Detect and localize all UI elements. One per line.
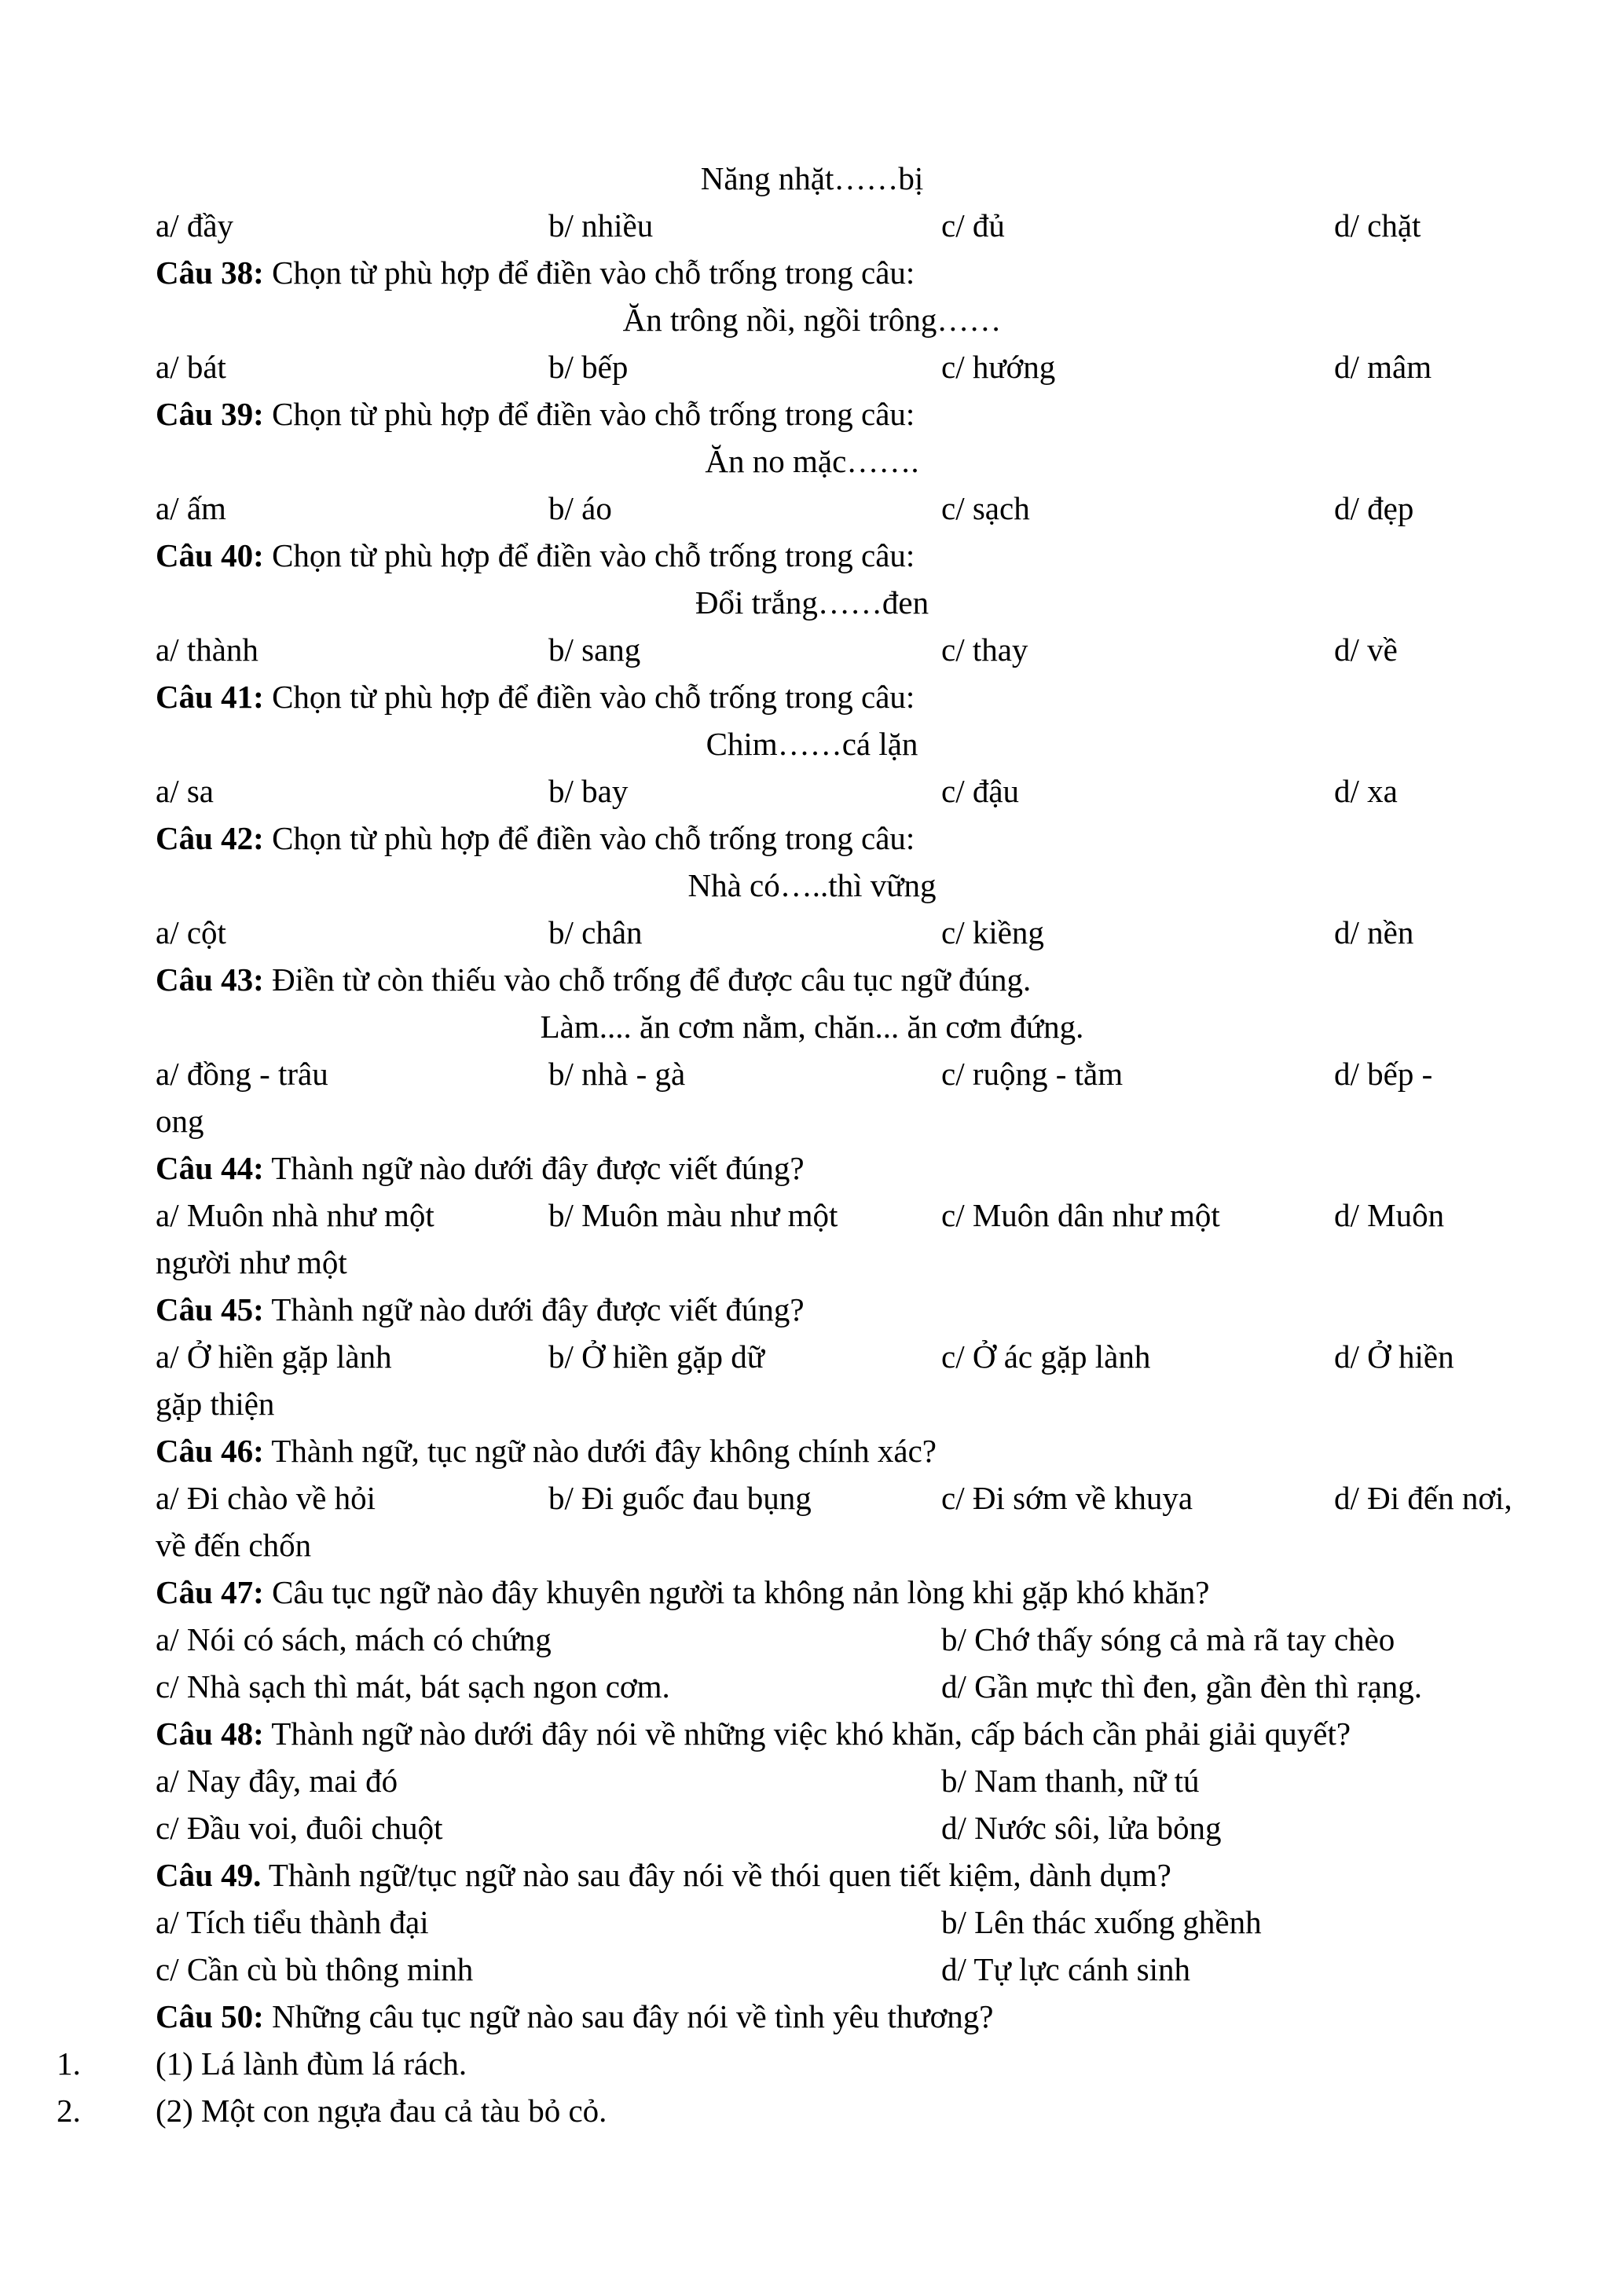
q47-option-c: c/ Nhà sạch thì mát, bát sạch ngon cơm. — [156, 1668, 670, 1705]
q46-option-a: a/ Đi chào về hỏi — [156, 1480, 376, 1516]
q48-options-row1 — [156, 1757, 1538, 1804]
q50-item-2-number: 2. — [57, 2093, 81, 2129]
q50-item-1: (1) Lá lành đùm lá rách. — [156, 2045, 467, 2082]
q38-option-d: d/ mâm — [1334, 349, 1432, 385]
q47-options-row2 — [156, 1663, 1538, 1710]
q45-option-a: a/ Ở hiền gặp lành — [156, 1338, 392, 1375]
q37-option-c: c/ đủ — [941, 207, 1005, 244]
q42-option-c: c/ kiềng — [941, 914, 1044, 950]
q44-option-c: c/ Muôn dân như một — [941, 1197, 1220, 1233]
q40-prompt: Đổi trắng……đen — [695, 584, 929, 621]
q46-option-d-wrap: về đến chốn — [156, 1527, 312, 1563]
q47-option-a: a/ Nói có sách, mách có chứng — [156, 1621, 552, 1657]
q42-question — [156, 815, 1491, 862]
q38-question — [156, 249, 1491, 296]
q41-text: Chọn từ phù hợp để điền vào chỗ trống trong câu: — [263, 679, 915, 715]
q44-label: Câu 44: — [156, 1150, 264, 1186]
q47-option-b: b/ Chớ thấy sóng cả mà rã tay chèo — [941, 1621, 1395, 1657]
q46-option-c: c/ Đi sớm về khuya — [941, 1480, 1193, 1516]
q42-prompt: Nhà có…..thì vững — [687, 867, 937, 903]
q43-label: Câu 43: — [156, 961, 264, 998]
q44-option-d-wrap: người như một — [156, 1244, 347, 1280]
q39-option-c: c/ sạch — [941, 490, 1030, 526]
q47-question — [156, 1569, 1491, 1616]
q40-option-d: d/ về — [1334, 632, 1398, 668]
q39-label: Câu 39: — [156, 396, 264, 432]
q50-item-2: (2) Một con ngựa đau cả tàu bỏ cỏ. — [156, 2093, 607, 2129]
q48-text: Thành ngữ nào dưới đây nói về những việc khó khăn, cấp bách cần phải giải quyết? — [263, 1716, 1351, 1752]
q41-option-a: a/ sa — [156, 773, 214, 809]
q39-option-d: d/ đẹp — [1334, 490, 1414, 526]
q38-option-c: c/ hướng — [941, 349, 1056, 385]
q45-option-d-wrap: gặp thiện — [156, 1386, 275, 1422]
q42-options — [156, 909, 1538, 956]
q40-option-a: a/ thành — [156, 632, 258, 668]
q46-options — [156, 1474, 1538, 1522]
q43-option-a: a/ đồng - trâu — [156, 1056, 328, 1092]
q37-prompt: Năng nhặt……bị — [700, 160, 924, 196]
q48-option-d: d/ Nước sôi, lửa bỏng — [941, 1810, 1222, 1846]
q48-question — [156, 1710, 1491, 1757]
q39-option-b: b/ áo — [548, 490, 612, 526]
q50-label: Câu 50: — [156, 1998, 264, 2034]
q47-option-d: d/ Gần mực thì đen, gần đèn thì rạng. — [941, 1668, 1423, 1705]
q43-prompt: Làm.... ăn cơm nằm, chăn... ăn cơm đứng. — [540, 1009, 1084, 1045]
q49-options-row1 — [156, 1899, 1538, 1946]
q40-options — [156, 626, 1538, 673]
q49-option-a: a/ Tích tiểu thành đại — [156, 1904, 429, 1940]
q40-label: Câu 40: — [156, 537, 264, 573]
q43-option-b: b/ nhà - gà — [548, 1056, 686, 1092]
q44-options — [156, 1192, 1538, 1239]
q41-question — [156, 673, 1491, 720]
q49-options-row2 — [156, 1946, 1538, 1993]
q49-question — [156, 1851, 1491, 1899]
q46-option-d: d/ Đi đến nơi, — [1334, 1480, 1512, 1516]
q41-option-c: c/ đậu — [941, 773, 1020, 809]
q43-question — [156, 956, 1491, 1003]
q49-text: Thành ngữ/tục ngữ nào sau đây nói về thói quen tiết kiệm, dành dụm? — [261, 1857, 1171, 1893]
q48-option-b: b/ Nam thanh, nữ tú — [941, 1763, 1200, 1799]
q40-question — [156, 532, 1491, 579]
q41-prompt: Chim……cá lặn — [706, 726, 918, 762]
q37-option-b: b/ nhiều — [548, 207, 654, 244]
q46-option-b: b/ Đi guốc đau bụng — [548, 1480, 812, 1516]
q50-item-1-number: 1. — [57, 2045, 81, 2082]
q39-options — [156, 485, 1538, 532]
q38-text: Chọn từ phù hợp để điền vào chỗ trống trong câu: — [263, 255, 915, 291]
q49-option-b: b/ Lên thác xuống ghềnh — [941, 1904, 1262, 1940]
q45-option-d: d/ Ở hiền — [1334, 1338, 1454, 1375]
q42-label: Câu 42: — [156, 820, 264, 856]
q44-question — [156, 1144, 1491, 1192]
q44-text: Thành ngữ nào dưới đây được viết đúng? — [263, 1150, 805, 1186]
q45-text: Thành ngữ nào dưới đây được viết đúng? — [263, 1291, 805, 1327]
q43-options — [156, 1050, 1538, 1097]
q39-question — [156, 390, 1491, 438]
q46-text: Thành ngữ, tục ngữ nào dưới đây không chính xác? — [263, 1433, 937, 1469]
q38-options — [156, 343, 1538, 390]
q39-prompt: Ăn no mặc……. — [705, 443, 919, 479]
q47-options-row1 — [156, 1616, 1538, 1663]
q43-text: Điền từ còn thiếu vào chỗ trống để được câu tục ngữ đúng. — [263, 961, 1032, 998]
q45-label: Câu 45: — [156, 1291, 264, 1327]
q41-option-d: d/ xa — [1334, 773, 1398, 809]
q46-label: Câu 46: — [156, 1433, 264, 1469]
q42-text: Chọn từ phù hợp để điền vào chỗ trống trong câu: — [263, 820, 915, 856]
q45-option-c: c/ Ở ác gặp lành — [941, 1338, 1151, 1375]
q50-text: Những câu tục ngữ nào sau đây nói về tình yêu thương? — [263, 1998, 994, 2034]
q37-option-d: d/ chặt — [1334, 207, 1421, 244]
q45-option-b: b/ Ở hiền gặp dữ — [548, 1338, 765, 1375]
q44-option-a: a/ Muôn nhà như một — [156, 1197, 434, 1233]
q44-option-d: d/ Muôn — [1334, 1197, 1445, 1233]
q49-label: Câu 49. — [156, 1857, 262, 1893]
q41-option-b: b/ bay — [548, 773, 629, 809]
q44-option-b: b/ Muôn màu như một — [548, 1197, 838, 1233]
q38-prompt: Ăn trông nồi, ngồi trông…… — [622, 302, 1002, 338]
q41-options — [156, 767, 1538, 815]
q47-text: Câu tục ngữ nào đây khuyên người ta không nản lòng khi gặp khó khăn? — [263, 1574, 1210, 1610]
q43-option-c: c/ ruộng - tằm — [941, 1056, 1124, 1092]
q37-options — [156, 202, 1538, 249]
q42-option-b: b/ chân — [548, 914, 643, 950]
q39-text: Chọn từ phù hợp để điền vào chỗ trống trong câu: — [263, 396, 915, 432]
q40-option-b: b/ sang — [548, 632, 641, 668]
q47-label: Câu 47: — [156, 1574, 264, 1610]
q40-option-c: c/ thay — [941, 632, 1028, 668]
q45-question — [156, 1286, 1491, 1333]
q39-option-a: a/ ấm — [156, 490, 226, 526]
q48-options-row2 — [156, 1804, 1538, 1851]
q38-option-b: b/ bếp — [548, 349, 629, 385]
q48-option-c: c/ Đầu voi, đuôi chuột — [156, 1810, 443, 1846]
q45-options — [156, 1333, 1538, 1380]
q43-option-d-wrap: ong — [156, 1103, 204, 1139]
q48-label: Câu 48: — [156, 1716, 264, 1752]
q42-option-d: d/ nền — [1334, 914, 1414, 950]
q46-question — [156, 1427, 1491, 1474]
q49-option-d: d/ Tự lực cánh sinh — [941, 1951, 1190, 1987]
q48-option-a: a/ Nay đây, mai đó — [156, 1763, 398, 1799]
q40-text: Chọn từ phù hợp để điền vào chỗ trống trong câu: — [263, 537, 915, 573]
q43-option-d: d/ bếp - — [1334, 1056, 1433, 1092]
q38-option-a: a/ bát — [156, 349, 226, 385]
q49-option-c: c/ Cần cù bù thông minh — [156, 1951, 474, 1987]
q41-label: Câu 41: — [156, 679, 264, 715]
q37-option-a: a/ đầy — [156, 207, 234, 244]
q38-label: Câu 38: — [156, 255, 264, 291]
q50-question — [156, 1993, 1491, 2040]
q42-option-a: a/ cột — [156, 914, 226, 950]
